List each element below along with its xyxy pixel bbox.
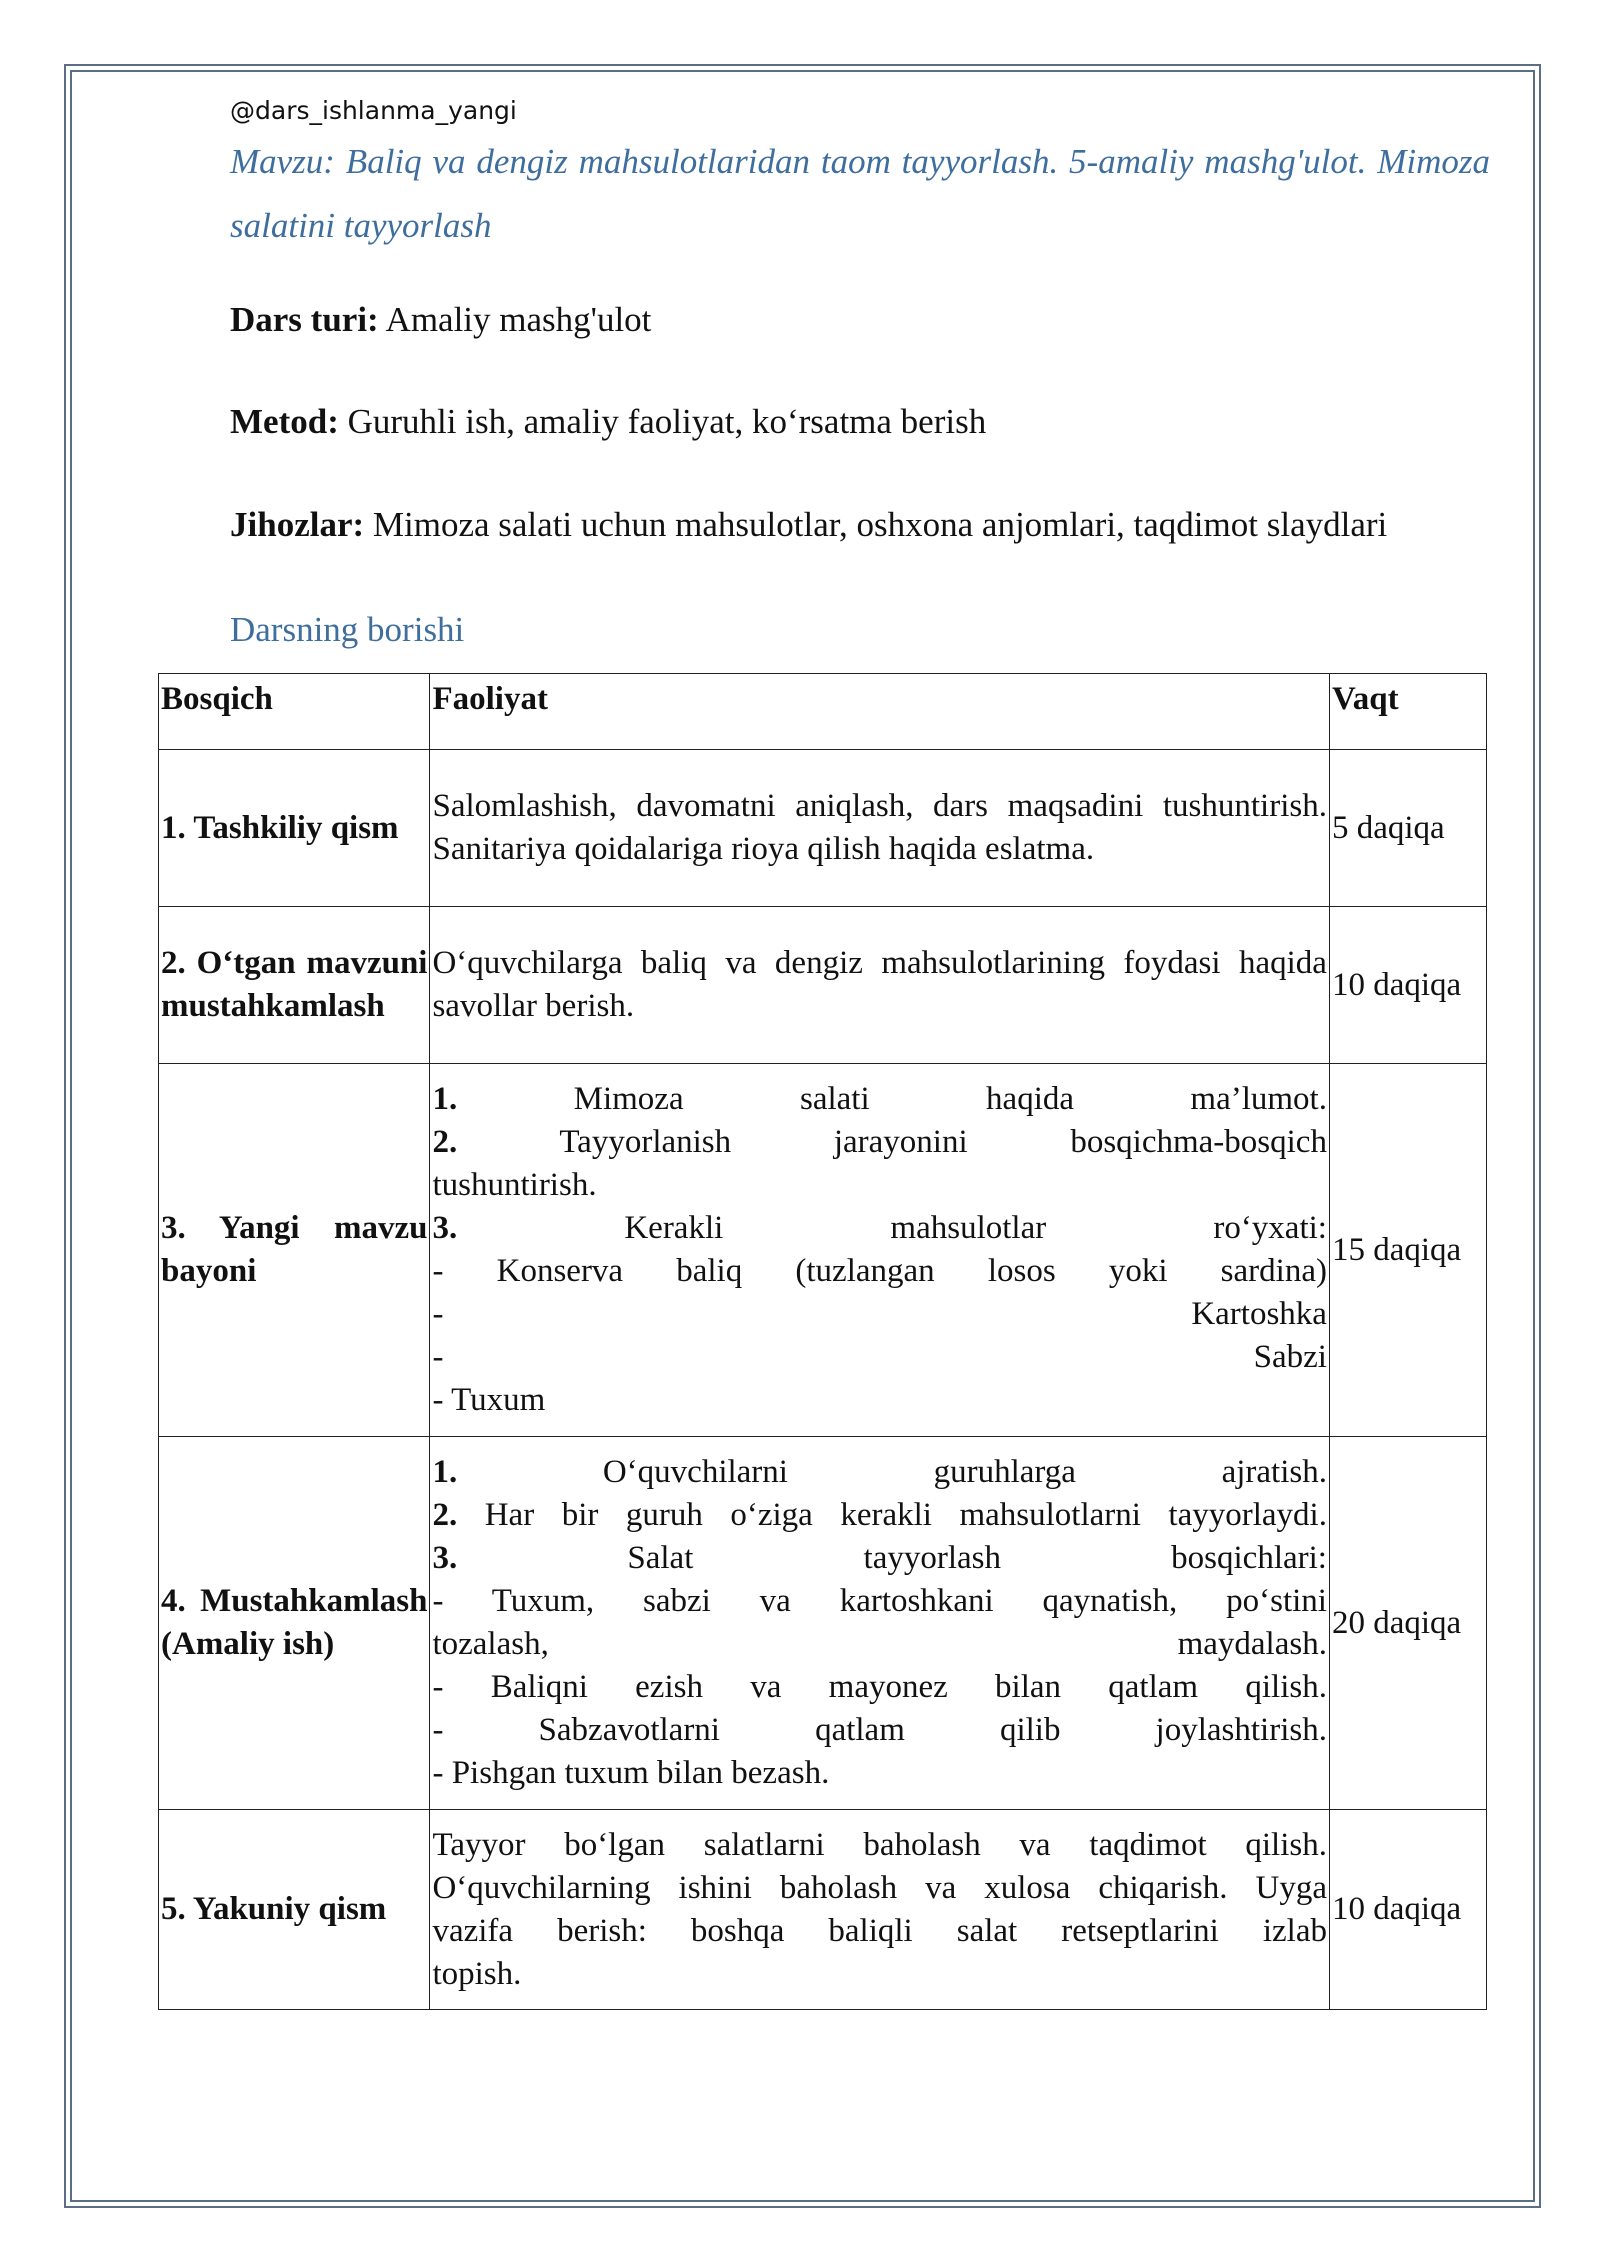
activity-line: 2. Har bir guruh o‘ziga kerakli mahsulotlarni tayyorlaydi. [432,1497,1327,1533]
table-header-row [159,674,1487,750]
stage-cell: 5. Yakuniy qism [159,1810,430,2010]
activity-line: vazifa berish: boshqa baliqli salat retseptlarini izlab [432,1912,1327,1949]
method-value: Guruhli ish, amaliy faoliyat, ko‘rsatma berish [338,402,987,441]
activity-line: - Sabzavotlarni qatlam qilib joylashtirish. [432,1712,1327,1748]
stage-cell: 4. Mustahkamlash (Amaliy ish) [159,1437,430,1810]
method-label: Metod: [230,402,339,441]
stage-cell: 3. Yangi mavzu bayoni [159,1064,430,1437]
activity-cell [430,1810,1330,2010]
activity-line: topish. [432,1955,522,1992]
equipment-label: Jihozlar: [230,505,365,544]
time-cell: 10 daqiqa [1329,907,1486,1064]
header-time: Vaqt [1329,674,1486,750]
step-number: 3. [432,1540,458,1576]
equipment-line [230,505,1530,545]
activity-line: - Tuxum, sabzi va kartoshkani qaynatish, po‘stini [432,1583,1327,1619]
table-row [159,750,1487,907]
lesson-type-label: Dars turi: [230,300,379,339]
time-cell: 15 daqiqa [1329,1064,1486,1437]
step-number: 1. [432,1454,458,1490]
lesson-type-line [230,300,1530,340]
activity-line: 1. O‘quvchilarni guruhlarga ajratish. [432,1454,1327,1490]
activity-line: - Pishgan tuxum bilan bezash. [432,1755,830,1791]
step-number: 3. [432,1210,458,1246]
activity-line: - Sabzi [432,1339,1327,1375]
activity-cell: O‘quvchilarga baliq va dengiz mahsulotlarining foydasi haqida savollar berish. [430,907,1330,1064]
method-line [230,402,1530,442]
step-number: 1. [432,1081,458,1117]
time-cell: 20 daqiqa [1329,1437,1486,1810]
header-stage: Bosqich [159,674,430,750]
activity-line: - Kartoshka [432,1296,1327,1332]
time-cell: 5 daqiqa [1329,750,1486,907]
activity-cell [430,1064,1330,1437]
activity-line: 1. Mimoza salati haqida ma’lumot. [432,1081,1327,1117]
activity-line: 3. Kerakli mahsulotlar ro‘yxati: [432,1210,1327,1246]
activity-line: 3. Salat tayyorlash bosqichlari: [432,1540,1327,1576]
activity-line: O‘quvchilarning ishini baholash va xulosa chiqarish. Uyga [432,1869,1327,1906]
activity-line: tozalash, maydalash. [432,1626,1327,1662]
lesson-type-value: Amaliy mashg'ulot [378,300,652,339]
activity-cell: Salomlashish, davomatni aniqlash, dars maqsadini tushuntirish. Sanitariya qoidalariga rioya qilish haqida eslatma. [430,750,1330,907]
section-heading: Darsning borishi [230,610,465,649]
watermark-handle: @dars_ishlanma_yangi [230,96,517,125]
activity-line: - Tuxum [432,1382,546,1418]
table-row [159,1064,1487,1437]
stage-cell: 2. O‘tgan mavzuni mustahkamlash [159,907,430,1064]
activity-line: tushuntirish. [432,1167,597,1203]
activity-line: - Konserva baliq (tuzlangan losos yoki sardina) [432,1253,1327,1289]
step-number: 2. [432,1124,458,1160]
time-cell: 10 daqiqa [1329,1810,1486,2010]
activity-line: - Baliqni ezish va mayonez bilan qatlam qilish. [432,1669,1327,1705]
equipment-value: Mimoza salati uchun mahsulotlar, oshxona anjomlari, taqdimot slaydlari [364,505,1388,544]
step-number: 2. [432,1497,458,1533]
table-row [159,1437,1487,1810]
stage-cell: 1. Tashkiliy qism [159,750,430,907]
activity-line: 2. Tayyorlanish jarayonini bosqichma-bosqich [432,1124,1327,1160]
table-row [159,1810,1487,2010]
lesson-plan-table [158,673,1487,2010]
activity-cell [430,1437,1330,1810]
activity-line: Tayyor bo‘lgan salatlarni baholash va taqdimot qilish. [432,1826,1327,1863]
lesson-topic: Mavzu: Baliq va dengiz mahsulotlaridan taom tayyorlash. 5-amaliy mashg'ulot. Mimoza salatini tayyorlash [230,142,1490,245]
header-activity: Faoliyat [430,674,1330,750]
table-row [159,907,1487,1064]
